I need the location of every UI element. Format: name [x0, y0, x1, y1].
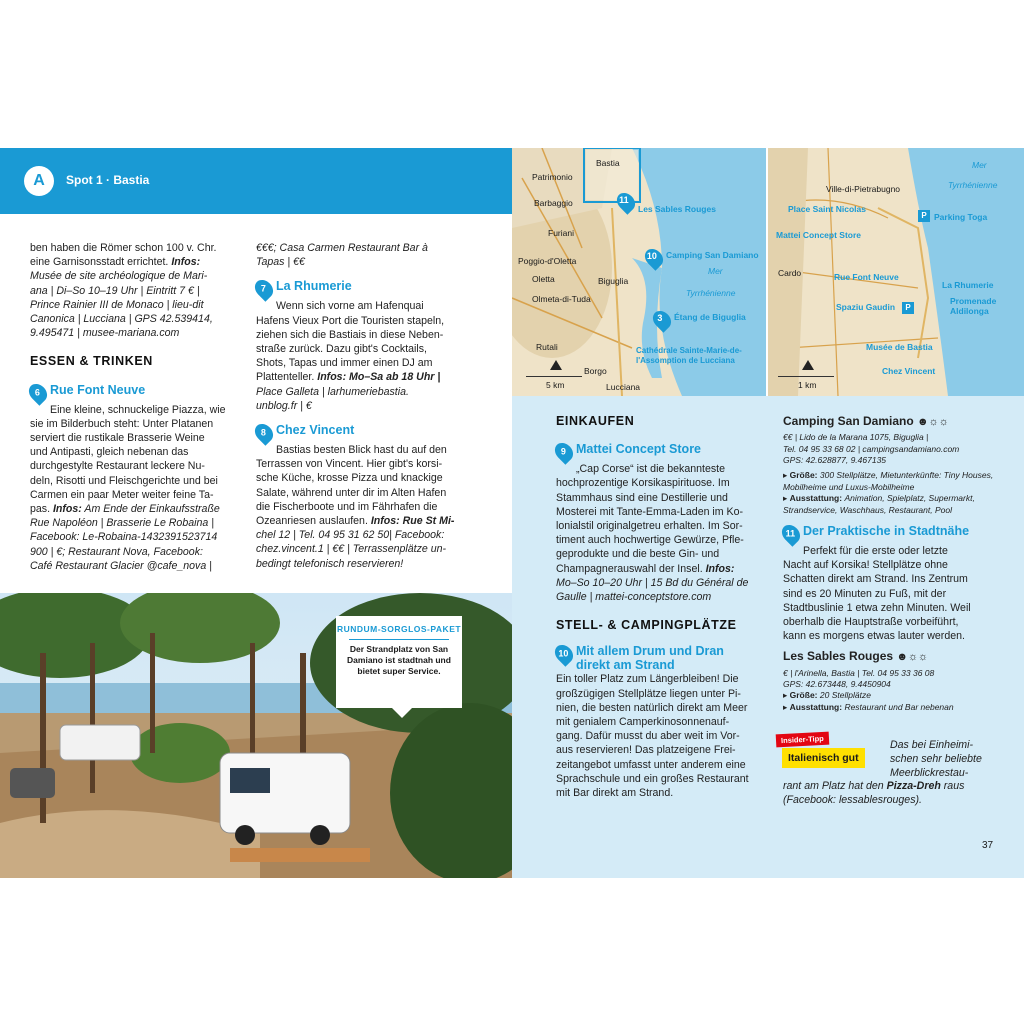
- spot-9-text: [556, 462, 776, 561]
- map-label: Oletta: [532, 274, 555, 284]
- right-column-1: [556, 414, 776, 800]
- text-line: GPS: 42.628877, 9.467135: [783, 455, 887, 466]
- text-line: raus: [943, 780, 965, 792]
- text-line: Nacht auf Korsika! Stellplätze ohne: [783, 559, 948, 572]
- infos-label: Infos:: [705, 562, 735, 575]
- chapter-badge: A: [24, 166, 54, 196]
- spot-number: 11: [785, 528, 796, 539]
- text-line: oberhalb die Hauptstraße vorbeiführt,: [783, 616, 959, 629]
- text-line: Facebook: Le-Robaina-1432391523714: [30, 531, 218, 544]
- text-line: serviert die rustikale Brasserie Weine: [30, 432, 205, 445]
- text-line: kann es morgens etwas lauter werden.: [783, 630, 965, 643]
- spot-name: Mattei Concept Store: [576, 442, 702, 457]
- text-line: sind es 20 Minuten zu Fuß, mit der: [783, 587, 947, 600]
- text-line: timent auch hochwertige Gewürze, Pfle-: [556, 534, 744, 547]
- text-line: Prince Rainier III de Monaco | lieu-dit: [30, 298, 204, 311]
- text-line: sche Küche, krosse Pizza und knackige: [256, 472, 443, 485]
- text-line: Place Galleta | larhumeriebastia.: [256, 385, 409, 398]
- map-label: Biguglia: [598, 276, 629, 286]
- text-line: straße zurück. Dazu gibt's Cocktails,: [256, 343, 427, 356]
- field-label: Größe:: [789, 470, 818, 481]
- text-line: Sprachschule und ein großes Restaurant: [556, 772, 749, 785]
- text-line: (Facebook: lessablesrouges).: [783, 794, 922, 807]
- infos-label: Infos:: [171, 256, 201, 269]
- spot-number: 7: [260, 283, 266, 294]
- callout-pointer: [392, 708, 412, 718]
- field-value: 300 Stellplätze, Mietunterkünfte: Tiny Houses, Mobilheime und Luxus-Mobilheime: [783, 470, 994, 492]
- spot-number: 6: [34, 386, 40, 397]
- text-line: geprodukte und die beste Gin- und: [556, 548, 720, 561]
- spot-6-heading: [30, 383, 245, 403]
- text-line: Das bei Einheimi-: [890, 739, 974, 751]
- text-line: ana | Di–So 10–19 Uhr | Eintritt 7 € |: [30, 284, 200, 297]
- insider-tip-text: [890, 738, 1010, 781]
- callout-text: Der Strandplatz von San Damiano ist stadtnah und bietet super Service.: [347, 644, 451, 676]
- insider-tip-text-rest: [783, 779, 1013, 807]
- section-title-stellplaetze: STELL- & CAMPINGPLÄTZE: [556, 618, 737, 633]
- text-line: Musée de site archéologique de Mari-: [30, 270, 208, 283]
- spot-11-text: [783, 544, 998, 643]
- campsite-name: Les Sables Rouges: [783, 649, 894, 664]
- right-column-2: Camping San Damiano ☻☼☼ €€ | Lido de la Marana 1075, Biguglia | Tel. 04 95 33 68 02 | campingsandamiano.com GPS: 42.628877, 9.467135 ▸ Größe: 300 Stellplätze, Mietunterkünfte: Tiny Houses, Mobilheime und Luxus-Mobilheime ▸ Ausstattung: Animation, Spielplatz, Supermarkt, Strandservice, Waschhaus, Restaurant, Pool 11 Der Praktische in Stadtnähe Perfekt für die erste oder letzte Nacht auf Korsika! Stellplätze ohne Schatten direkt am Strand. Ins Zentrum sind es 20 Minuten zu Fuß, mit der Stadtbuslinie 1 etwa zehn Minuten. Weil oberhalb die Hauptstraße vorbeiführt, kann es morgens etwas lauter werden. Les Sables Rouges ☻☼☼ € | l'Arinella, Bastia | Tel. 04 95 33 36 08 GPS: 42.673448, 9.4450904 ▸ Größe: 20 Stellplätze ▸ Ausstattung: Restaurant und Bar nebenan: [783, 414, 998, 713]
- text-line: Canonica | Lucciana | GPS 42.539414,: [30, 313, 213, 326]
- text-line: hochprozentige Korsikaspirituose. Im: [556, 477, 730, 490]
- rating-icons: ☻☼☼: [896, 651, 929, 664]
- text-line: chel 12 | Tel. 04 95 31 62 50| Facebook:: [256, 529, 445, 542]
- infos-text: Infos: Rue St Mi-: [370, 515, 455, 528]
- map-label: Lucciana: [606, 382, 641, 392]
- field-value: Animation, Spielplatz, Supermarkt, Strandservice, Waschhaus, Restaurant, Pool: [783, 493, 975, 515]
- spot-6-text-rest: [30, 417, 245, 502]
- rating-icons: ☻☼☼: [917, 416, 949, 428]
- spot-7-text: [256, 299, 481, 370]
- text-line: lonialstil originalgetreu erhalten. Im Sor-: [556, 520, 743, 533]
- spot-number: 9: [560, 446, 566, 457]
- poi-label: Étang de Biguglia: [674, 312, 746, 322]
- poi-label: Place Saint Nicolas: [788, 204, 866, 214]
- field-label: Ausstattung:: [789, 701, 843, 712]
- map-pin-icon: 11: [613, 189, 638, 214]
- text-line: Gaulle | mattei-conceptstore.com: [556, 591, 712, 604]
- map-label: Poggio-d'Oletta: [518, 256, 577, 266]
- field-label: Größe:: [789, 690, 818, 701]
- text-line: Perfekt für die erste oder letzte: [803, 545, 948, 558]
- map-label: Olmeta-di-Tuda: [532, 294, 591, 304]
- poi-label: Camping San Damiano: [666, 250, 759, 260]
- map-label: Rutali: [536, 342, 558, 352]
- map-label: Mer: [708, 266, 723, 276]
- infos-text: Infos: Mo–Sa ab 18 Uhr |: [317, 371, 441, 384]
- spot-11-heading: [783, 524, 998, 544]
- spot-6-infos: [30, 516, 245, 573]
- text-line: Plattenteller.: [256, 371, 315, 384]
- campsite-name: Camping San Damiano: [783, 414, 914, 428]
- text-line: Salate, während unter dir im Alten Hafen: [256, 486, 447, 499]
- text-line: pas.: [30, 503, 51, 516]
- map-label: Bastia: [596, 158, 620, 168]
- text-line: gang. Dafür musst du aber weit im Vor-: [556, 730, 740, 743]
- callout-divider: [349, 639, 449, 640]
- left-column-2: [256, 241, 481, 571]
- text-line: ziehen sich die Bastiais in diese Neben-: [256, 328, 444, 341]
- spot-10-heading: [556, 644, 776, 672]
- map-label: Mer: [972, 160, 987, 170]
- text-line: 900 | €; Restaurant Nova, Facebook:: [30, 545, 203, 558]
- field-value: 20 Stellplätze: [819, 690, 871, 701]
- map-pin-icon: [778, 521, 803, 546]
- map-scale-bar: [778, 376, 834, 377]
- text-line: deln, Risotti und Fleischgerichte und bei: [30, 474, 218, 487]
- poi-label: Cathédrale Sainte-Marie-de-l'Assomption de Lucciana: [636, 346, 742, 365]
- north-arrow-icon: [550, 360, 562, 370]
- infos-text: Am Ende der Einkaufsstraße: [81, 503, 220, 516]
- map-label: Borgo: [584, 366, 607, 376]
- text-line: Stammhaus sind eine Destillerie und: [556, 491, 728, 504]
- left-column-1: ben haben die Römer schon 100 v. Chr. eine Garnisonsstadt errichtet. Infos: Musée de site archéologique de Mari- ana | Di–So 10–19 Uhr | Eintritt 7 € | Prince Rainier III de Monaco | lieu-dit Canonica | Lucciana | GPS 42.539414, 9.495471 | musee-mariana.com ESSEN & TRINKEN 6 Rue Font Neuve Eine kleine, schnuckelige Piazza, wie sie im Bilderbuch steht: Unter Platanen serviert die rustikale Brasserie Weine und Antipasti, gleich nebenan das durchgestylte Restaurant leckere Nu- deln, Risotti und Fleischgerichte und bei Carmen ein paar Meter weiter feine Ta- pas. Infos: Am Ende der Einkaufsstraße Rue Napoléon | Brasserie Le Robaina | Facebook: Le-Robaina-1432391523714 900 | €; Restaurant Nova, Facebook: Café Restaurant Glacier @cafe_nova |: [30, 241, 245, 573]
- text-line: 9.495471 | musee-mariana.com: [30, 327, 180, 340]
- poi-label: Parking Toga: [934, 212, 988, 222]
- spot-name: direkt am Strand: [576, 658, 675, 673]
- text-line: und Antipasti, gleich nebenan das: [30, 446, 189, 459]
- callout-title: RUNDUM-SORGLOS-PAKET: [336, 624, 462, 634]
- map-pin-icon: 10: [641, 245, 666, 270]
- text-line: chez.vincent.1 | €€ | Terrassenplätze un-: [256, 543, 447, 556]
- north-arrow-icon: [802, 360, 814, 370]
- text-line: Tapas | €€: [256, 256, 305, 269]
- poi-label: Chez Vincent: [882, 366, 936, 376]
- text-line: Mosterei mit Tante-Emma-Laden im Ko-: [556, 505, 744, 518]
- text-line: €€€; Casa Carmen Restaurant Bar à: [256, 242, 428, 254]
- text-line: nien, die besten natürlich direkt am Meer: [556, 701, 748, 714]
- spot-10-text: [556, 672, 776, 800]
- poi-label: Spaziu Gaudin: [836, 302, 896, 312]
- chapter-title: Spot 1 · Bastia: [66, 173, 150, 187]
- spot-name: La Rhumerie: [276, 279, 352, 294]
- text-line: Mo–So 10–20 Uhr | 15 Bd du Général de: [556, 576, 749, 589]
- text-line: aus reservieren! Das platzeigene Frei-: [556, 744, 736, 757]
- text-line: die Fischerboote und im Fährhafen die: [256, 500, 438, 513]
- page-number: 37: [982, 840, 994, 851]
- text-line: durchgestylte Restaurant leckere Nu-: [30, 460, 205, 473]
- map-label: Patrimonio: [532, 172, 573, 182]
- poi-label: Rue Font Neuve: [834, 272, 899, 282]
- spot-name: Rue Font Neuve: [50, 382, 146, 397]
- text-line: Tel. 04 95 33 68 02 | campingsandamiano.com: [783, 443, 960, 454]
- poi-label: Promenade Aldilonga: [950, 296, 997, 316]
- map-label: Barbaggio: [534, 198, 573, 208]
- text-line: Eine kleine, schnuckelige Piazza, wie: [50, 403, 226, 416]
- callout-box: [336, 616, 462, 708]
- text-line: „Cap Corse“ ist die bekannteste: [576, 463, 725, 476]
- text-line: eine Garnisonsstadt errichtet.: [30, 256, 169, 269]
- insider-tip-tag: Insider-Tipp: [776, 732, 829, 748]
- spot-6-text: [30, 403, 245, 417]
- text-line: Café Restaurant Glacier @cafe_nova |: [30, 559, 212, 572]
- text-line: Hafens Vieux Port die Touristen stapeln,: [256, 314, 445, 327]
- spot-name: Mit allem Drum und Dran: [576, 644, 724, 659]
- map-pin-icon: 3: [649, 307, 674, 332]
- text-line: Wenn sich vorne am Hafenquai: [276, 300, 424, 313]
- text-line: Stadtbuslinie 1 etwa zehn Minuten. Weil: [783, 601, 971, 614]
- text-line: mit genialem Camperkinosonnenauf-: [556, 716, 730, 729]
- map-poi-11[interactable]: [618, 192, 716, 214]
- map-scale-bar: [526, 376, 582, 377]
- text-line: unblog.fr | €: [256, 399, 312, 412]
- text-line: Rue Napoléon | Brasserie Le Robaina |: [30, 517, 214, 530]
- text-line: Champagnerauswahl der Insel.: [556, 562, 703, 575]
- map-label: Furiani: [548, 228, 574, 238]
- text-line: Terrassen von Vincent. Hier gibt's korsi-: [256, 458, 443, 471]
- map-scale-label: 1 km: [798, 380, 817, 390]
- text-line: großzügigen Stellplätze liegen unter Pi-: [556, 687, 741, 700]
- text-line: schen sehr beliebte: [890, 753, 982, 766]
- spot-name: Der Praktische in Stadtnähe: [803, 524, 970, 539]
- text-line: Bastias besten Blick hast du auf den: [276, 444, 447, 457]
- text-line: mit Bar direkt am Strand.: [556, 787, 674, 800]
- map-bastia-city: [768, 148, 1024, 396]
- section-title-einkaufen: EINKAUFEN: [556, 414, 635, 428]
- poi-label: Musée de Bastia: [866, 342, 933, 352]
- text-line: Ein toller Platz zum Längerbleiben! Die: [556, 673, 739, 686]
- text-line: Ozeanriesen auslaufen.: [256, 515, 368, 528]
- spot-9-heading: [556, 442, 776, 462]
- spot-number: 8: [260, 427, 266, 438]
- parking-icon: P: [902, 302, 914, 314]
- map-poi-3[interactable]: [654, 310, 746, 330]
- map-pin-icon: [25, 380, 50, 405]
- map-pin-icon: [251, 277, 276, 302]
- spot-name: Chez Vincent: [276, 423, 355, 438]
- map-pin-icon: [251, 420, 276, 445]
- text-line: bedingt telefonisch reservieren!: [256, 557, 404, 570]
- map-label: Cardo: [778, 268, 802, 278]
- map-scale-label: 5 km: [546, 380, 565, 390]
- map-label: Tyrrhénienne: [948, 180, 998, 190]
- spot-8-heading: [256, 423, 481, 443]
- text-line: €€ | Lido de la Marana 1075, Biguglia |: [783, 432, 929, 443]
- text-line: Shots, Tapas und immer einen DJ am: [256, 357, 433, 370]
- text-line: ben haben die Römer schon 100 v. Chr.: [30, 242, 217, 254]
- map-bastia-region: [512, 148, 766, 396]
- parking-icon: P: [918, 210, 930, 222]
- spot-7-heading: [256, 279, 481, 299]
- map-label: Ville-di-Pietrabugno: [826, 184, 901, 194]
- text-line: rant am Platz hat den: [783, 780, 884, 792]
- poi-label: La Rhumerie: [942, 280, 994, 290]
- field-label: Ausstattung:: [789, 493, 843, 504]
- insider-tip-heading: Italienisch gut: [782, 748, 865, 768]
- text-line: sie im Bilderbuch steht: Unter Platanen: [30, 417, 214, 430]
- text-line: zeitangebot umfasst unter anderem eine: [556, 758, 746, 771]
- spot-number: 10: [558, 648, 569, 659]
- text-line: GPS: 42.673448, 9.4450904: [783, 679, 891, 690]
- spot-8-text: [256, 443, 481, 514]
- text-line: Meerblickrestau-: [890, 767, 969, 780]
- section-title-essen: ESSEN & TRINKEN: [30, 354, 153, 369]
- poi-label: Mattei Concept Store: [776, 230, 862, 240]
- map-pin-icon: [551, 439, 576, 464]
- text-line: Pizza-Dreh: [886, 780, 941, 792]
- text-line: Carmen ein paar Meter weiter feine Ta-: [30, 488, 214, 501]
- map-poi-10[interactable]: [646, 248, 759, 268]
- text-line: Schatten direkt am Strand. Ins Zentrum: [783, 573, 968, 586]
- field-value: Restaurant und Bar nebenan: [844, 701, 954, 712]
- map-pin-icon: [551, 642, 576, 667]
- text-line: € | l'Arinella, Bastia | Tel. 04 95 33 36 08: [783, 667, 935, 678]
- poi-label: Les Sables Rouges: [638, 204, 716, 214]
- map-label: Tyrrhénienne: [686, 288, 736, 298]
